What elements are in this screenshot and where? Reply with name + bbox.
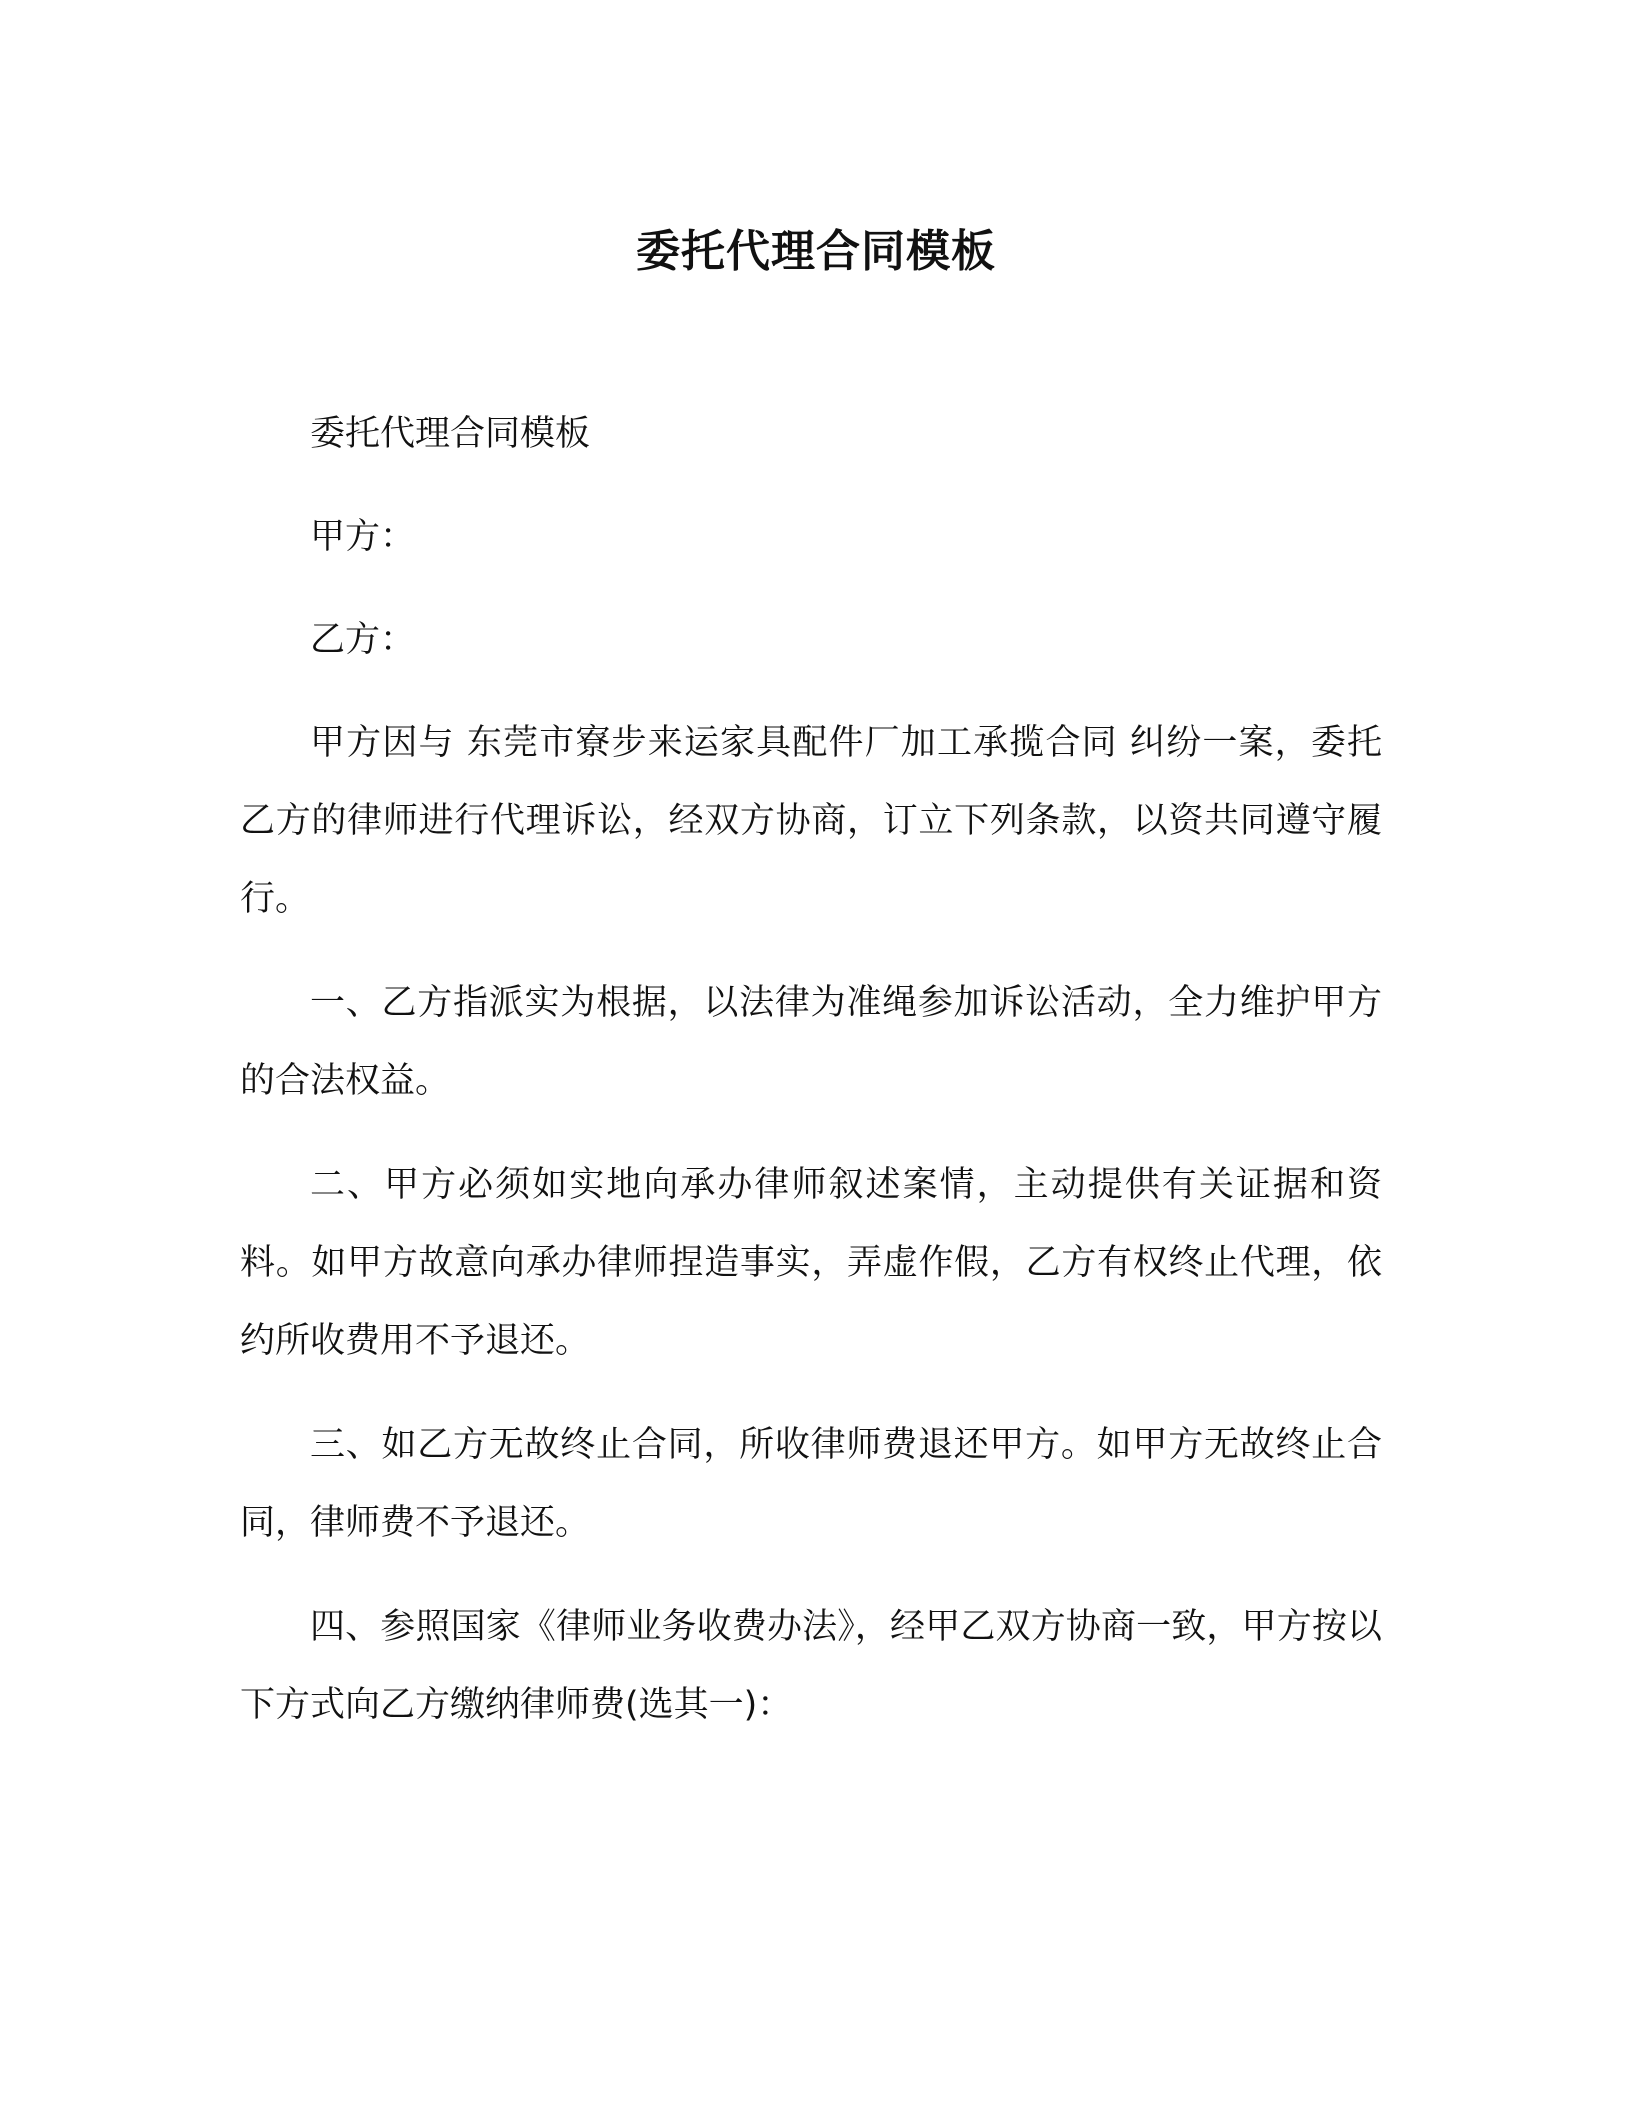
paragraph-clause-4: 四、参照国家《律师业务收费办法》，经甲乙双方协商一致，甲方按以下方式向乙方缴纳律师费(选其一)： [240, 1607, 1382, 1725]
paragraph-clause-1: 一、乙方指派实为根据，以法律为准绳参加诉讼活动，全力维护甲方的合法权益。 [240, 983, 1382, 1101]
paragraph-clause-3: 三、如乙方无故终止合同，所收律师费退还甲方。如甲方无故终止合同，律师费不予退还。 [240, 1425, 1382, 1543]
paragraph-heading: 委托代理合同模板 [310, 414, 591, 454]
paragraph-clause-2: 二、甲方必须如实地向承办律师叙述案情，主动提供有关证据和资料。如甲方故意向承办律师捏造事实，弄虚作假，乙方有权终止代理，依约所收费用不予退还。 [240, 1165, 1382, 1361]
paragraph-party-a: 甲方： [310, 517, 416, 557]
paragraph-party-b: 乙方： [310, 620, 416, 660]
document-title: 委托代理合同模板 [636, 226, 996, 277]
paragraph-intro: 甲方因与 东莞市寮步来运家具配件厂加工承揽合同 纠纷一案，委托乙方的律师进行代理诉讼，经双方协商，订立下列条款，以资共同遵守履行。 [240, 723, 1382, 919]
document-body [240, 395, 1382, 1770]
